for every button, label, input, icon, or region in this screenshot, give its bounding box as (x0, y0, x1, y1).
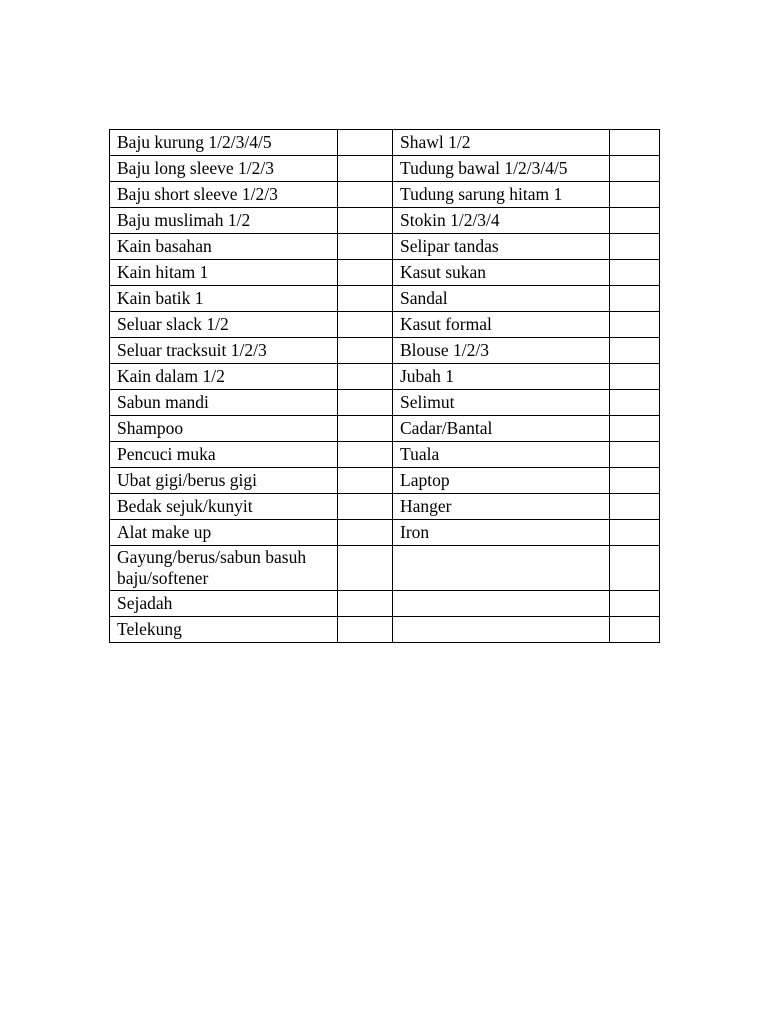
item-right: Tudung sarung hitam 1 (393, 182, 610, 208)
item-right: Laptop (393, 468, 610, 494)
item-left: Seluar slack 1/2 (110, 312, 338, 338)
check-box-left (338, 312, 393, 338)
item-right: Kasut formal (393, 312, 610, 338)
table-row (110, 364, 660, 390)
item-right: Selimut (393, 390, 610, 416)
check-box-left (338, 442, 393, 468)
item-left: Gayung/berus/sabun basuh baju/softener (110, 546, 338, 591)
check-box-right (610, 617, 660, 643)
check-box-left (338, 208, 393, 234)
item-right (393, 617, 610, 643)
item-left: Sabun mandi (110, 390, 338, 416)
check-box-right (610, 130, 660, 156)
check-box-right (610, 520, 660, 546)
check-box-right (610, 468, 660, 494)
item-left: Bedak sejuk/kunyit (110, 494, 338, 520)
item-left: Kain batik 1 (110, 286, 338, 312)
table-row (110, 520, 660, 546)
item-right: Tudung bawal 1/2/3/4/5 (393, 156, 610, 182)
check-box-left (338, 591, 393, 617)
item-right: Jubah 1 (393, 364, 610, 390)
item-right: Tuala (393, 442, 610, 468)
item-left: Baju short sleeve 1/2/3 (110, 182, 338, 208)
item-right: Blouse 1/2/3 (393, 338, 610, 364)
table-row (110, 494, 660, 520)
table-row (110, 208, 660, 234)
item-left: Telekung (110, 617, 338, 643)
check-box-right (610, 546, 660, 591)
item-left: Ubat gigi/berus gigi (110, 468, 338, 494)
item-left: Sejadah (110, 591, 338, 617)
item-right: Kasut sukan (393, 260, 610, 286)
table-row (110, 286, 660, 312)
table-row (110, 617, 660, 643)
check-box-right (610, 338, 660, 364)
item-right: Hanger (393, 494, 610, 520)
item-right: Stokin 1/2/3/4 (393, 208, 610, 234)
check-box-left (338, 494, 393, 520)
check-box-left (338, 468, 393, 494)
table-row (110, 338, 660, 364)
table-row (110, 442, 660, 468)
item-right: Shawl 1/2 (393, 130, 610, 156)
check-box-right (610, 591, 660, 617)
check-box-right (610, 182, 660, 208)
item-right: Cadar/Bantal (393, 416, 610, 442)
item-left: Kain hitam 1 (110, 260, 338, 286)
table-row (110, 468, 660, 494)
check-box-left (338, 130, 393, 156)
check-box-left (338, 520, 393, 546)
item-left: Alat make up (110, 520, 338, 546)
table-row (110, 234, 660, 260)
item-left: Kain dalam 1/2 (110, 364, 338, 390)
item-right (393, 546, 610, 591)
item-right: Selipar tandas (393, 234, 610, 260)
item-right: Iron (393, 520, 610, 546)
check-box-right (610, 234, 660, 260)
item-left: Baju kurung 1/2/3/4/5 (110, 130, 338, 156)
check-box-left (338, 617, 393, 643)
check-box-right (610, 286, 660, 312)
packing-checklist-table (109, 129, 660, 643)
check-box-right (610, 260, 660, 286)
item-left: Seluar tracksuit 1/2/3 (110, 338, 338, 364)
table-row (110, 390, 660, 416)
check-box-left (338, 260, 393, 286)
item-left: Shampoo (110, 416, 338, 442)
check-box-left (338, 364, 393, 390)
check-box-left (338, 338, 393, 364)
check-box-left (338, 156, 393, 182)
check-box-right (610, 156, 660, 182)
check-box-left (338, 390, 393, 416)
table-row (110, 312, 660, 338)
check-box-left (338, 234, 393, 260)
table-row (110, 130, 660, 156)
check-box-right (610, 442, 660, 468)
checklist-body (110, 130, 660, 643)
item-right: Sandal (393, 286, 610, 312)
table-row (110, 260, 660, 286)
check-box-right (610, 364, 660, 390)
item-left: Pencuci muka (110, 442, 338, 468)
item-left: Baju muslimah 1/2 (110, 208, 338, 234)
check-box-left (338, 546, 393, 591)
item-right (393, 591, 610, 617)
table-row (110, 182, 660, 208)
table-row (110, 546, 660, 591)
check-box-left (338, 416, 393, 442)
check-box-right (610, 208, 660, 234)
table-row (110, 591, 660, 617)
check-box-right (610, 312, 660, 338)
check-box-right (610, 494, 660, 520)
table-row (110, 416, 660, 442)
check-box-right (610, 390, 660, 416)
table-row (110, 156, 660, 182)
check-box-left (338, 286, 393, 312)
item-left: Kain basahan (110, 234, 338, 260)
check-box-right (610, 416, 660, 442)
item-left: Baju long sleeve 1/2/3 (110, 156, 338, 182)
check-box-left (338, 182, 393, 208)
